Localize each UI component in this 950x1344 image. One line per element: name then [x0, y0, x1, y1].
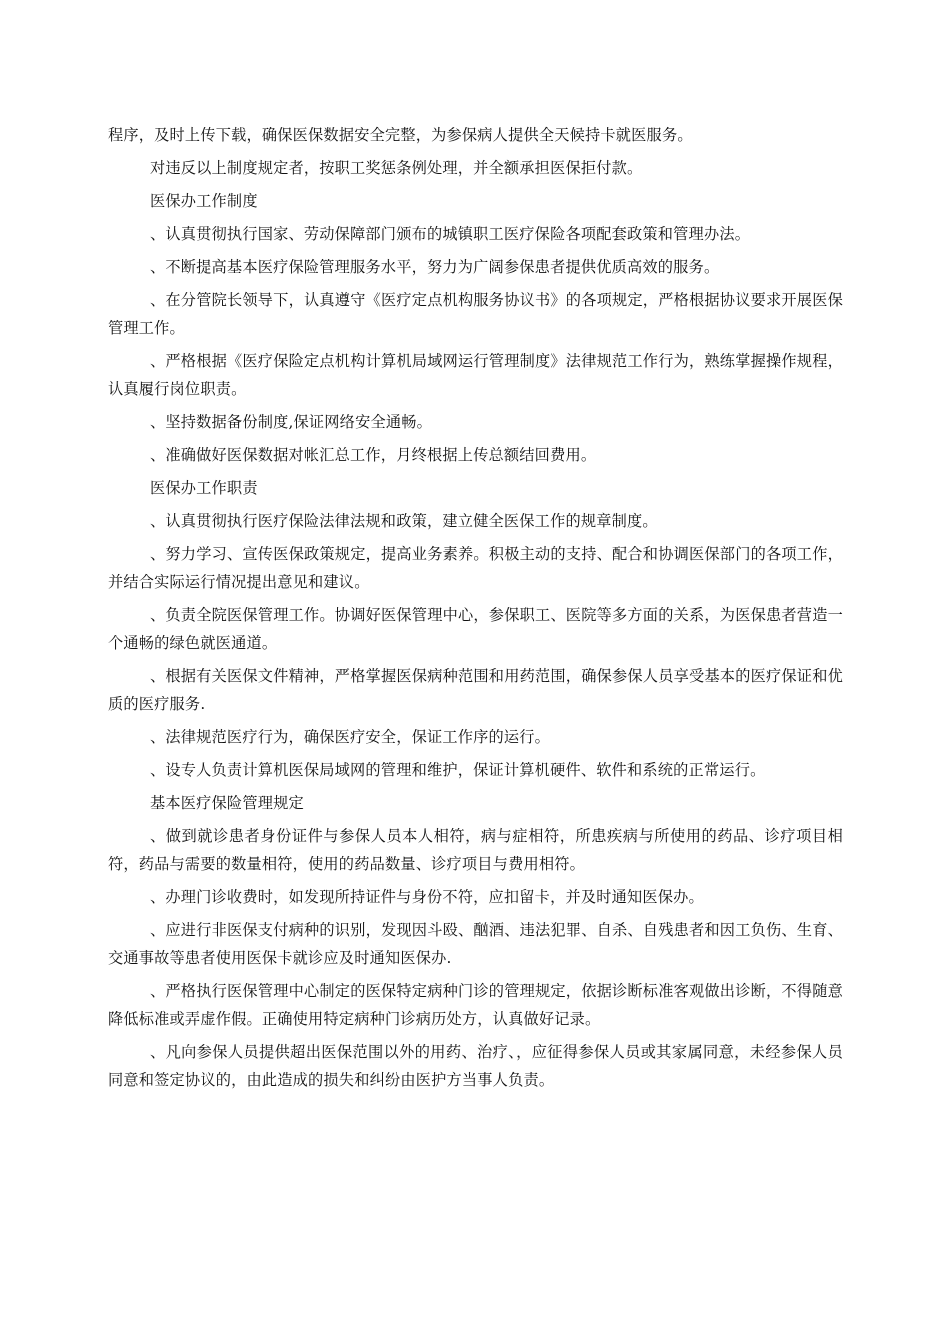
document-body [108, 121, 843, 1099]
paragraph: 、在分管院长领导下，认真遵守《医疗定点机构服务协议书》的各项规定，严格根据协议要求开展医保管理工作。 [108, 291, 843, 337]
paragraph: 、办理门诊收费时，如发现所持证件与身份不符，应扣留卡，并及时通知医保办。 [150, 888, 704, 906]
paragraph: 、坚持数据备份制度,保证网络安全通畅。 [150, 413, 433, 431]
paragraph: 、法律规范医疗行为，确保医疗安全，保证工作序的运行。 [150, 728, 551, 746]
paragraph: 、努力学习、宣传医保政策规定，提高业务素养。积极主动的支持、配合和协调医保部门的各项工作，并结合实际运行情况提出意见和建议。 [108, 545, 843, 591]
paragraph: 、不断提高基本医疗保险管理服务水平，努力为广阔参保患者提供优质高效的服务。 [150, 258, 720, 276]
paragraph: 、严格根据《医疗保险定点机构计算机局域网运行管理制度》法律规范工作行为，熟练掌握操作规程，认真履行岗位职责。 [108, 352, 843, 398]
paragraph: 程序，及时上传下载，确保医保数据安全完整，为参保病人提供全天候持卡就医服务。 [108, 126, 693, 144]
paragraph: 、设专人负责计算机医保局域网的管理和维护，保证计算机硬件、软件和系统的正常运行。 [150, 761, 766, 779]
paragraph: 、根据有关医保文件精神，严格掌握医保病种范围和用药范围，确保参保人员享受基本的医疗保证和优质的医疗服务. [108, 667, 843, 713]
paragraph: 、做到就诊患者身份证件与参保人员本人相符，病与症相符，所患疾病与所使用的药品、诊疗项目相符，药品与需要的数量相符，使用的药品数量、诊疗项目与费用相符。 [108, 827, 843, 873]
paragraph: 对违反以上制度规定者，按职工奖惩条例处理，并全额承担医保拒付款。 [150, 159, 643, 177]
paragraph: 、严格执行医保管理中心制定的医保特定病种门诊的管理规定，依据诊断标准客观做出诊断，不得随意降低标准或弄虚作假。正确使用特定病种门诊病历处方，认真做好记录。 [108, 982, 843, 1028]
paragraph: 、负责全院医保管理工作。协调好医保管理中心，参保职工、医院等多方面的关系，为医保患者营造一个通畅的绿色就医通道。 [108, 606, 843, 652]
section-heading: 医保办工作制度 [150, 192, 258, 210]
paragraph: 、认真贯彻执行国家、劳动保障部门颁布的城镇职工医疗保险各项配套政策和管理办法。 [150, 225, 751, 243]
section-heading: 基本医疗保险管理规定 [150, 794, 304, 812]
paragraph: 、应进行非医保支付病种的识别，发现因斗殴、酗酒、违法犯罪、自杀、自残患者和因工负伤、生育、交通事故等患者使用医保卡就诊应及时通知医保办. [108, 921, 843, 967]
paragraph: 、认真贯彻执行医疗保险法律法规和政策，建立健全医保工作的规章制度。 [150, 512, 658, 530]
section-heading: 医保办工作职责 [150, 479, 258, 497]
paragraph: 、凡向参保人员提供超出医保范围以外的用药、治疗、，应征得参保人员或其家属同意，未经参保人员同意和签定协议的，由此造成的损失和纠纷由医护方当事人负责。 [108, 1043, 843, 1089]
paragraph: 、准确做好医保数据对帐汇总工作，月终根据上传总额结回费用。 [150, 446, 597, 464]
